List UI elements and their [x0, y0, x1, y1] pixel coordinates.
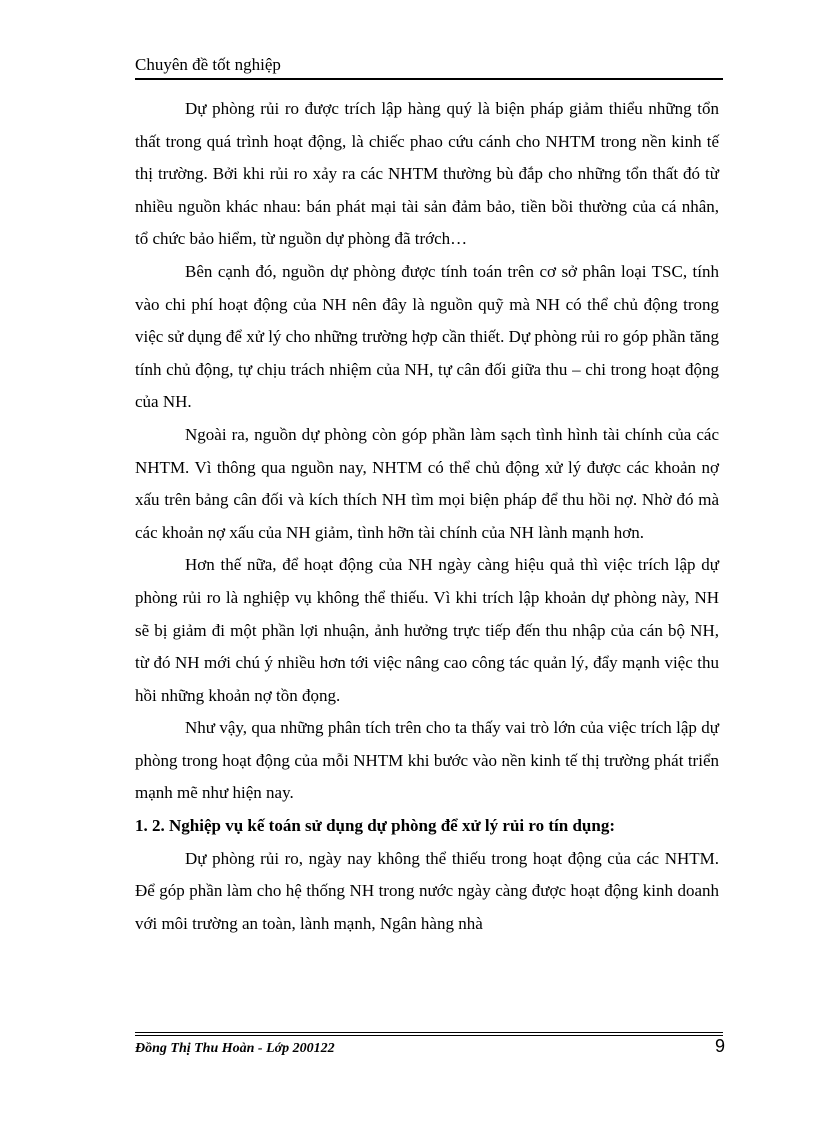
paragraph: Ngoài ra, nguồn dự phòng còn góp phần làm sạch tình hình tài chính của các NHTM. Vì thông qua nguồn nay, NHTM có thể chủ động xử lý được các khoản nợ xấu trên bảng cân đối và kích thích NH tìm mọi biện pháp để thu hồi nợ. Nhờ đó mà các khoản nợ xấu của NH giảm, tình hỡn tài chính của NH lành mạnh hơn.: [135, 424, 719, 542]
header-title: Chuyên đề tốt nghiệp: [135, 55, 281, 74]
footer-divider: [135, 1035, 723, 1036]
paragraph: Bên cạnh đó, nguồn dự phòng được tính toán trên cơ sở phân loại TSC, tính vào chi phí hoạt động của NH nên đây là nguồn quỹ mà NH có thể chủ động trong việc sử dụng để xử lý cho những trường hợp cần thiết. Dự phòng rủi ro góp phần tăng tính chủ động, tự chịu trách nhiệm của NH, tự cân đối giữa thu – chi trong hoạt động của NH.: [135, 261, 719, 412]
page-footer: [135, 1032, 727, 1064]
page-number: 9: [714, 1036, 725, 1056]
paragraph: Dự phòng rủi ro, ngày nay không thể thiếu trong hoạt động của các NHTM. Để góp phần làm cho hệ thống NH trong nước ngày càng được hoạt động kinh doanh với môi trường an toàn, lành mạnh, Ngân hàng nhà: [135, 848, 719, 933]
paragraph: Dự phòng rủi ro được trích lập hàng quý là biện pháp giảm thiểu những tổn thất trong quá trình hoạt động, là chiếc phao cứu cánh cho NHTM trong nền kinh tế thị trường. Bởi khi rủi ro xảy ra các NHTM thường bù đắp cho những tổn thất đó từ nhiều nguồn khác nhau: bán phát mại tài sản đảm bảo, tiền bồi thường của cá nhân, tổ chức bảo hiểm, từ nguồn dự phòng đã trớch…: [135, 99, 719, 249]
document-body: [135, 93, 719, 940]
section-heading: 1. 2. Nghiệp vụ kế toán sử dụng dự phòng để xử lý rủi ro tín dụng:: [135, 816, 615, 836]
paragraph: Hơn thế nữa, để hoạt động của NH ngày càng hiệu quả thì việc trích lập dự phòng rủi ro là nghiệp vụ không thể thiếu. Vì khi trích lập khoản dự phòng này, NH sẽ bị giảm đi một phần lợi nhuận, ảnh hưởng trực tiếp đến thu nhập của cán bộ NH, từ đó NH mới chú ý nhiều hơn tới việc nâng cao công tác quản lý, đẩy mạnh việc thu hồi những khoản nợ tồn đọng.: [135, 555, 719, 705]
paragraph: Như vậy, qua những phân tích trên cho ta thấy vai trò lớn của việc trích lập dự phòng trong hoạt động của mỗi NHTM khi bước vào nền kinh tế thị trường phát triển mạnh mẽ như hiện nay.: [135, 718, 719, 803]
page-header: [135, 52, 723, 80]
footer-author: Đồng Thị Thu Hoàn - Lớp 200122: [135, 1041, 335, 1056]
footer-divider: [135, 1032, 723, 1033]
